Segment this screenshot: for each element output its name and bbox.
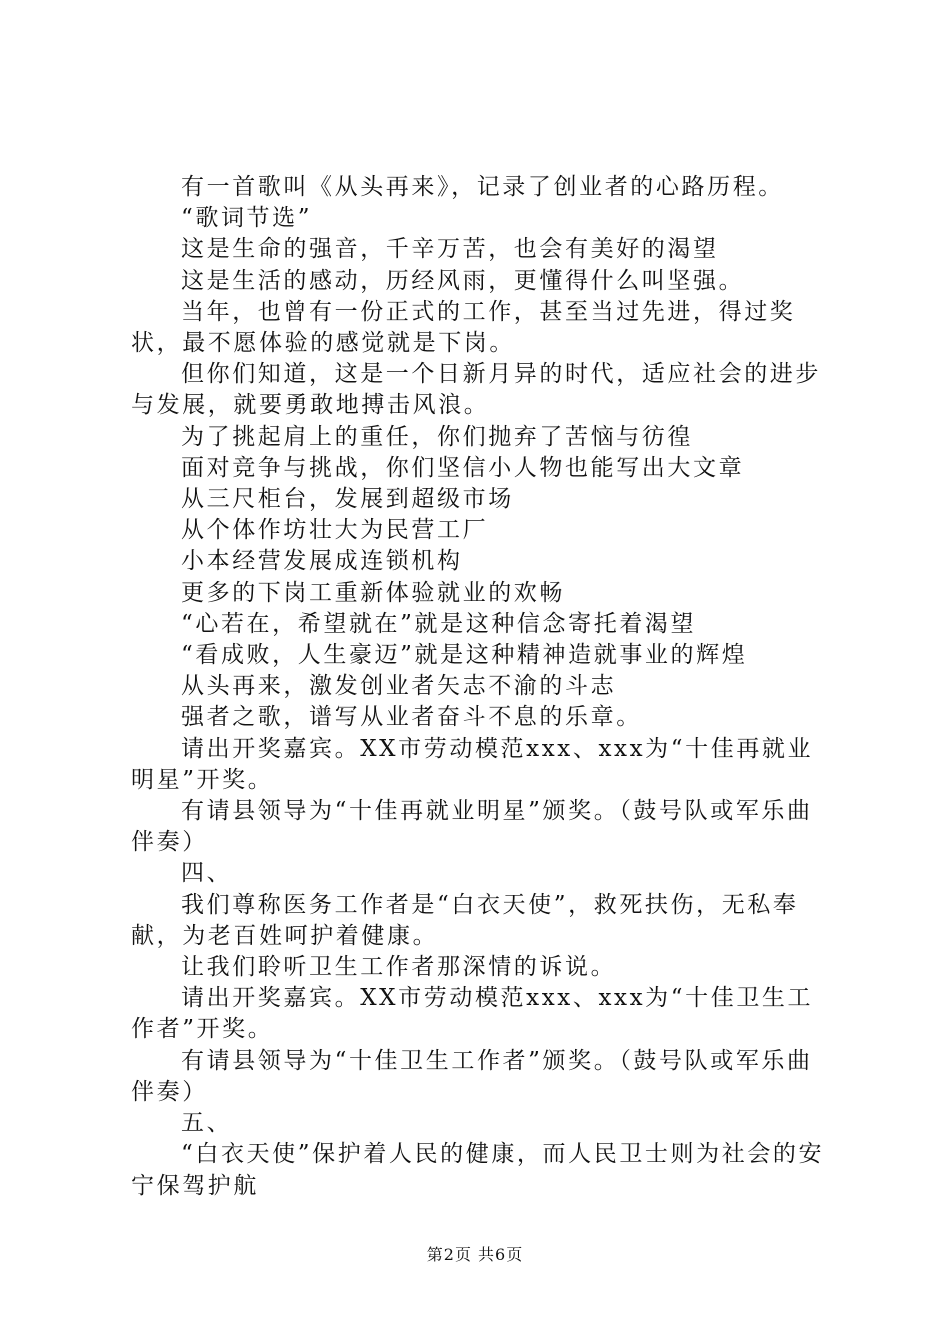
paragraph: 请出开奖嘉宾。XX市劳动模范xxx、xxx为“十佳再就业明星”开奖。 <box>131 735 814 793</box>
section-heading: 四、 <box>181 860 233 887</box>
paragraph: 我们尊称医务工作者是“白衣天使”，救死扶伤，无私奉献，为老百姓呵护着健康。 <box>131 891 799 949</box>
paragraph: 为了挑起肩上的重任，你们抛弃了苦恼与彷徨 <box>181 423 693 450</box>
paragraph: “看成败，人生豪迈”就是这种精神造就事业的辉煌 <box>181 642 748 669</box>
paragraph: “心若在，希望就在”就是这种信念寄托着渴望 <box>181 610 697 637</box>
paragraph: 让我们聆听卫生工作者那深情的诉说。 <box>181 954 617 981</box>
paragraph: 当年，也曾有一份正式的工作，甚至当过先进，得过奖状，最不愿体验的感觉就是下岗。 <box>131 298 796 357</box>
page-number-footer: 第2页 共6页 <box>426 1245 524 1264</box>
paragraph: 更多的下岗工重新体验就业的欢畅 <box>181 579 565 606</box>
paragraph: 有请县领导为“十佳再就业明星”颁奖。（鼓号队或军乐曲伴奏） <box>131 798 813 856</box>
paragraph: 但你们知道，这是一个日新月异的时代，适应社会的进步与发展，就要勇敢地搏击风浪。 <box>131 361 821 419</box>
paragraph: 从三尺柜台，发展到超级市场 <box>181 486 514 513</box>
paragraph: 从个体作坊壮大为民营工厂 <box>181 517 489 544</box>
paragraph: 有一首歌叫《从头再来》，记录了创业者的心路历程。 <box>181 174 784 200</box>
paragraph: 有请县领导为“十佳卫生工作者”颁奖。（鼓号队或军乐曲伴奏） <box>131 1047 813 1105</box>
paragraph: 面对竞争与挑战，你们坚信小人物也能写出大文章 <box>181 454 745 481</box>
paragraph: 强者之歌，谱写从业者奋斗不息的乐章。 <box>181 704 642 731</box>
paragraph: 请出开奖嘉宾。XX市劳动模范xxx、xxx为“十佳卫生工作者”开奖。 <box>131 985 814 1043</box>
paragraph: 从头再来，激发创业者矢志不渝的斗志 <box>181 673 617 700</box>
paragraph: 这是生命的强音，千辛万苦，也会有美好的渴望 <box>181 236 719 263</box>
section-heading: 五、 <box>181 1110 233 1137</box>
paragraph: “白衣天使”保护着人民的健康，而人民卫士则为社会的安宁保驾护航 <box>131 1141 825 1199</box>
paragraph: “歌词节选” <box>181 205 313 232</box>
document-body <box>131 172 836 1202</box>
paragraph: 这是生活的感动，历经风雨，更懂得什么叫坚强。 <box>181 267 745 294</box>
paragraph: 小本经营发展成连锁机构 <box>181 548 463 575</box>
